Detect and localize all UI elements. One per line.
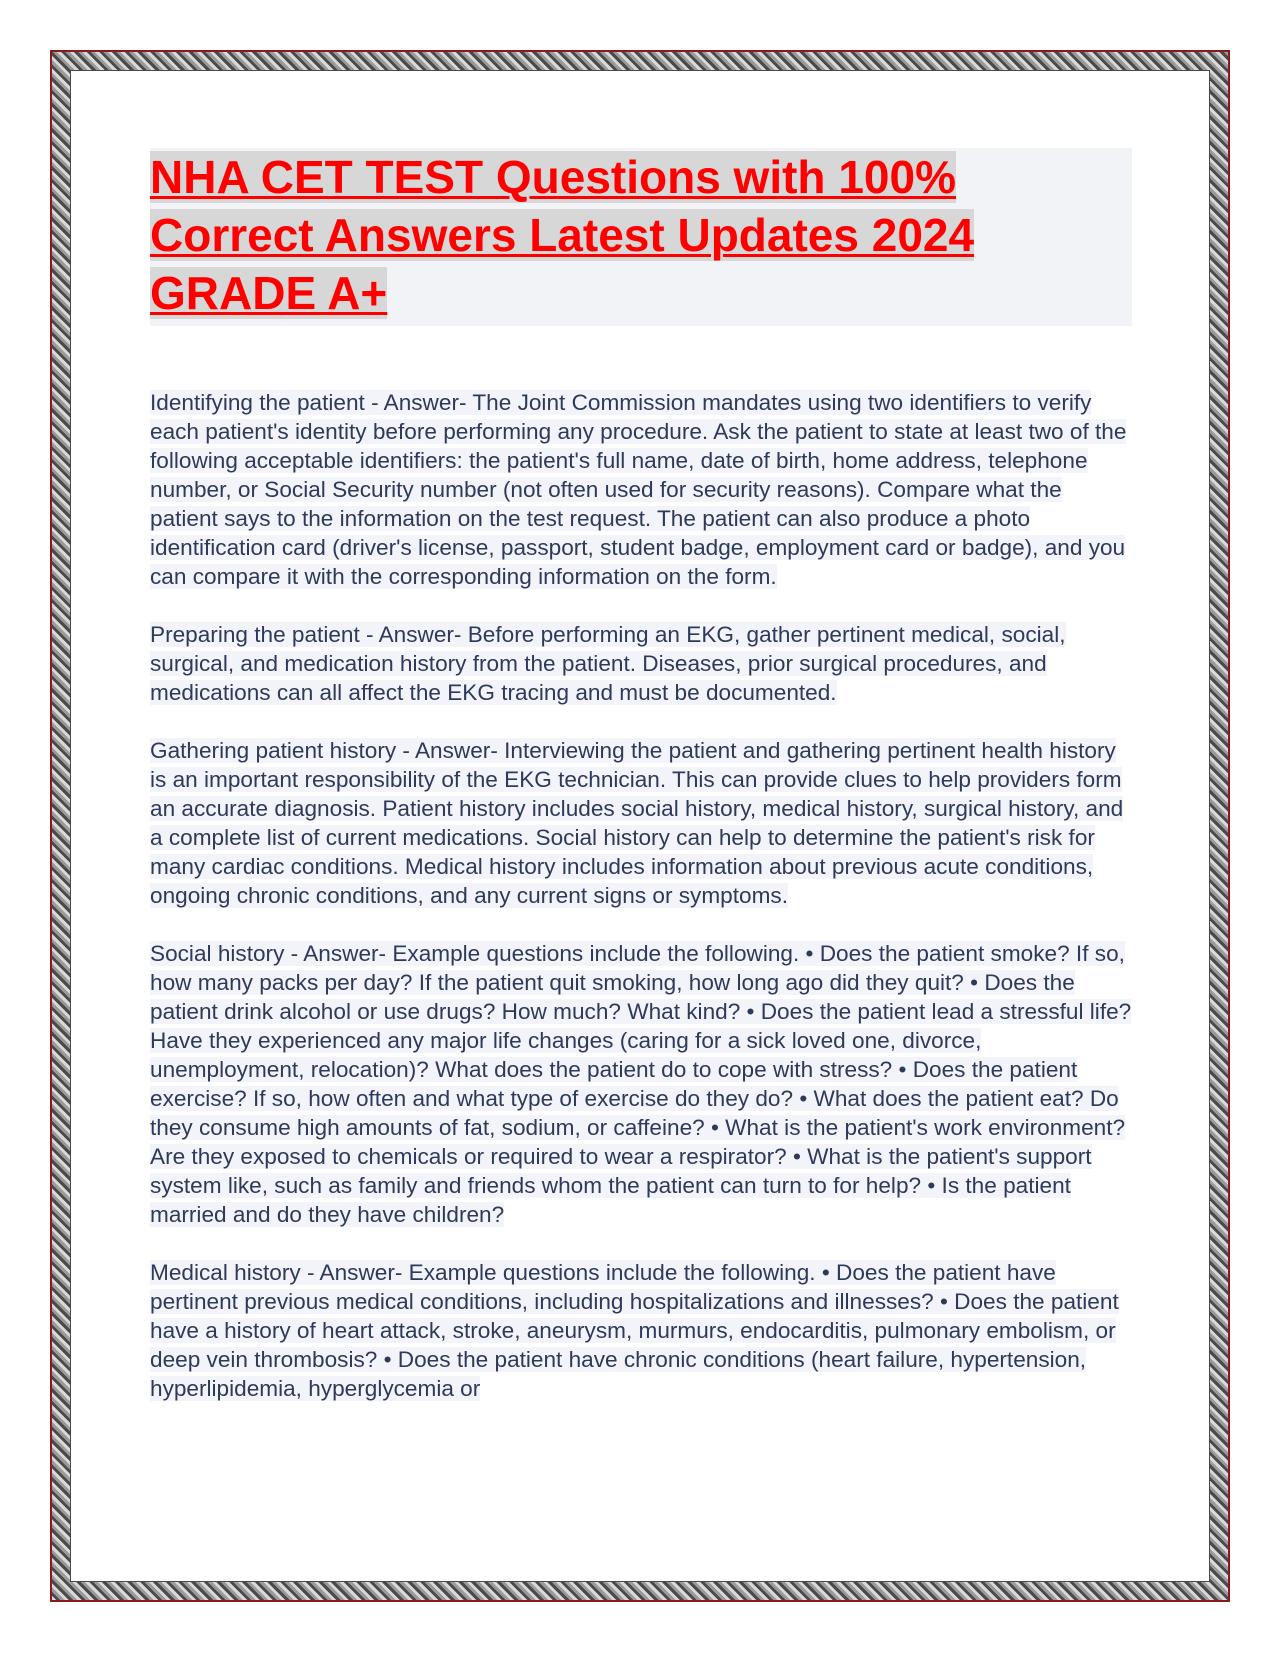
qa-list bbox=[150, 388, 1132, 1403]
qa-entry-gathering-history bbox=[150, 736, 1132, 910]
document-title-text: NHA CET TEST Questions with 100% Correct Answers Latest Updates 2024 GRADE A+ bbox=[150, 151, 975, 319]
qa-entry-social-history bbox=[150, 939, 1132, 1229]
qa-entry-identifying-patient bbox=[150, 388, 1132, 591]
document-content bbox=[150, 148, 1132, 1432]
qa-entry-text: Preparing the patient - Answer- Before performing an EKG, gather pertinent medical, social, surgical, and medication history from the patient. Diseases, prior surgical procedures, and medications can all affect the EKG tracing and must be documented. bbox=[150, 622, 1066, 705]
document-title bbox=[150, 148, 1132, 322]
qa-entry-text: Gathering patient history - Answer- Interviewing the patient and gathering pertinent health history is an important responsibility of the EKG technician. This can provide clues to help providers form an accurate diagnosis. Patient history includes social history, medical history, surgical history, and a complete list of current medications. Social history can help to determine the patient's risk for many cardiac conditions. Medical history includes information about previous acute conditions, ongoing chronic conditions, and any current signs or symptoms. bbox=[150, 738, 1124, 908]
qa-entry-text: Social history - Answer- Example questions include the following. • Does the patient smoke? If so, how many packs per day? If the patient quit smoking, how long ago did they quit? • Does the patient drink alcohol or use drugs? How much? What kind? • Does the patient lead a stressful life? Have they experienced any major life changes (caring for a sick loved one, divorce, unemployment, relocation)? What does the patient do to cope with stress? • Does the patient exercise? If so, how often and what type of exercise do they do? • What does the patient eat? Do they consume high amounts of fat, sodium, or caffeine? • What is the patient's work environment? Are they exposed to chemicals or required to wear a respirator? • What is the patient's support system like, such as family and friends whom the patient can turn to for help? • Is the patient married and do they have children? bbox=[150, 941, 1132, 1227]
title-block bbox=[150, 148, 1132, 326]
qa-entry-preparing-patient bbox=[150, 620, 1132, 707]
qa-entry-text: Identifying the patient - Answer- The Joint Commission mandates using two identifiers to verify each patient's identity before performing any procedure. Ask the patient to state at least two of the following acceptable identifiers: the patient's full name, date of birth, home address, telephone number, or Social Security number (not often used for security reasons). Compare what the patient says to the information on the test request. The patient can also produce a photo identification card (driver's license, passport, student badge, employment card or badge), and you can compare it with the corresponding information on the form. bbox=[150, 390, 1127, 589]
qa-entry-medical-history bbox=[150, 1258, 1132, 1403]
qa-entry-text: Medical history - Answer- Example questions include the following. • Does the patient have pertinent previous medical conditions, including hospitalizations and illnesses? • Does the patient have a history of heart attack, stroke, aneurysm, murmurs, endocarditis, pulmonary embolism, or deep vein thrombosis? • Does the patient have chronic conditions (heart failure, hypertension, hyperlipidemia, hyperglycemia or bbox=[150, 1260, 1119, 1401]
